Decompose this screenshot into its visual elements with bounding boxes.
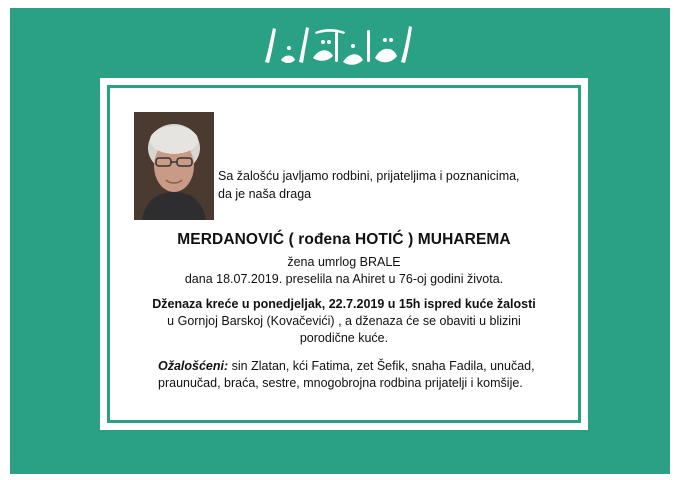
death-date-line: dana 18.07.2019. preselila na Ahiret u 76-oj godini života. (184, 272, 504, 286)
notice-frame (100, 78, 588, 430)
mourners-list-2: praunučad, braća, sestre, mnogobrojna rodbina prijatelji i komšije. (158, 376, 523, 390)
deceased-name: MERDANOVIĆ ( rođena HOTIĆ ) MUHAREMA (177, 231, 511, 248)
deceased-portrait (134, 112, 214, 220)
mourners-list-1: sin Zlatan, kći Fatima, zet Šefik, snaha Fadila, unučad, (231, 359, 535, 373)
calligraphy-logo (255, 18, 425, 72)
spouse-line: žena umrlog BRALE (287, 255, 401, 269)
obituary-sheet (10, 8, 670, 474)
intro-line-2: da je naša draga (218, 187, 312, 201)
mourners-label: Ožalošćeni: (158, 359, 229, 373)
mourners-line-1 (158, 358, 558, 375)
funeral-time-line: Dženaza kreće u ponedjeljak, 22.7.2019 u 15h ispred kuće žalosti (152, 297, 536, 311)
mourners-block (158, 358, 558, 392)
intro-text (218, 167, 578, 203)
intro-line-1: Sa žalošću javljamo rodbini, prijateljima i poznanicima, (218, 169, 520, 183)
arabic-calligraphy (10, 18, 670, 78)
funeral-home-line: porodične kuće. (299, 331, 389, 345)
funeral-place-line: u Gornjoj Barskoj (Kovačevići) , a dženaza će se obaviti u blizini (167, 314, 521, 328)
notice-inner-border (107, 85, 581, 423)
